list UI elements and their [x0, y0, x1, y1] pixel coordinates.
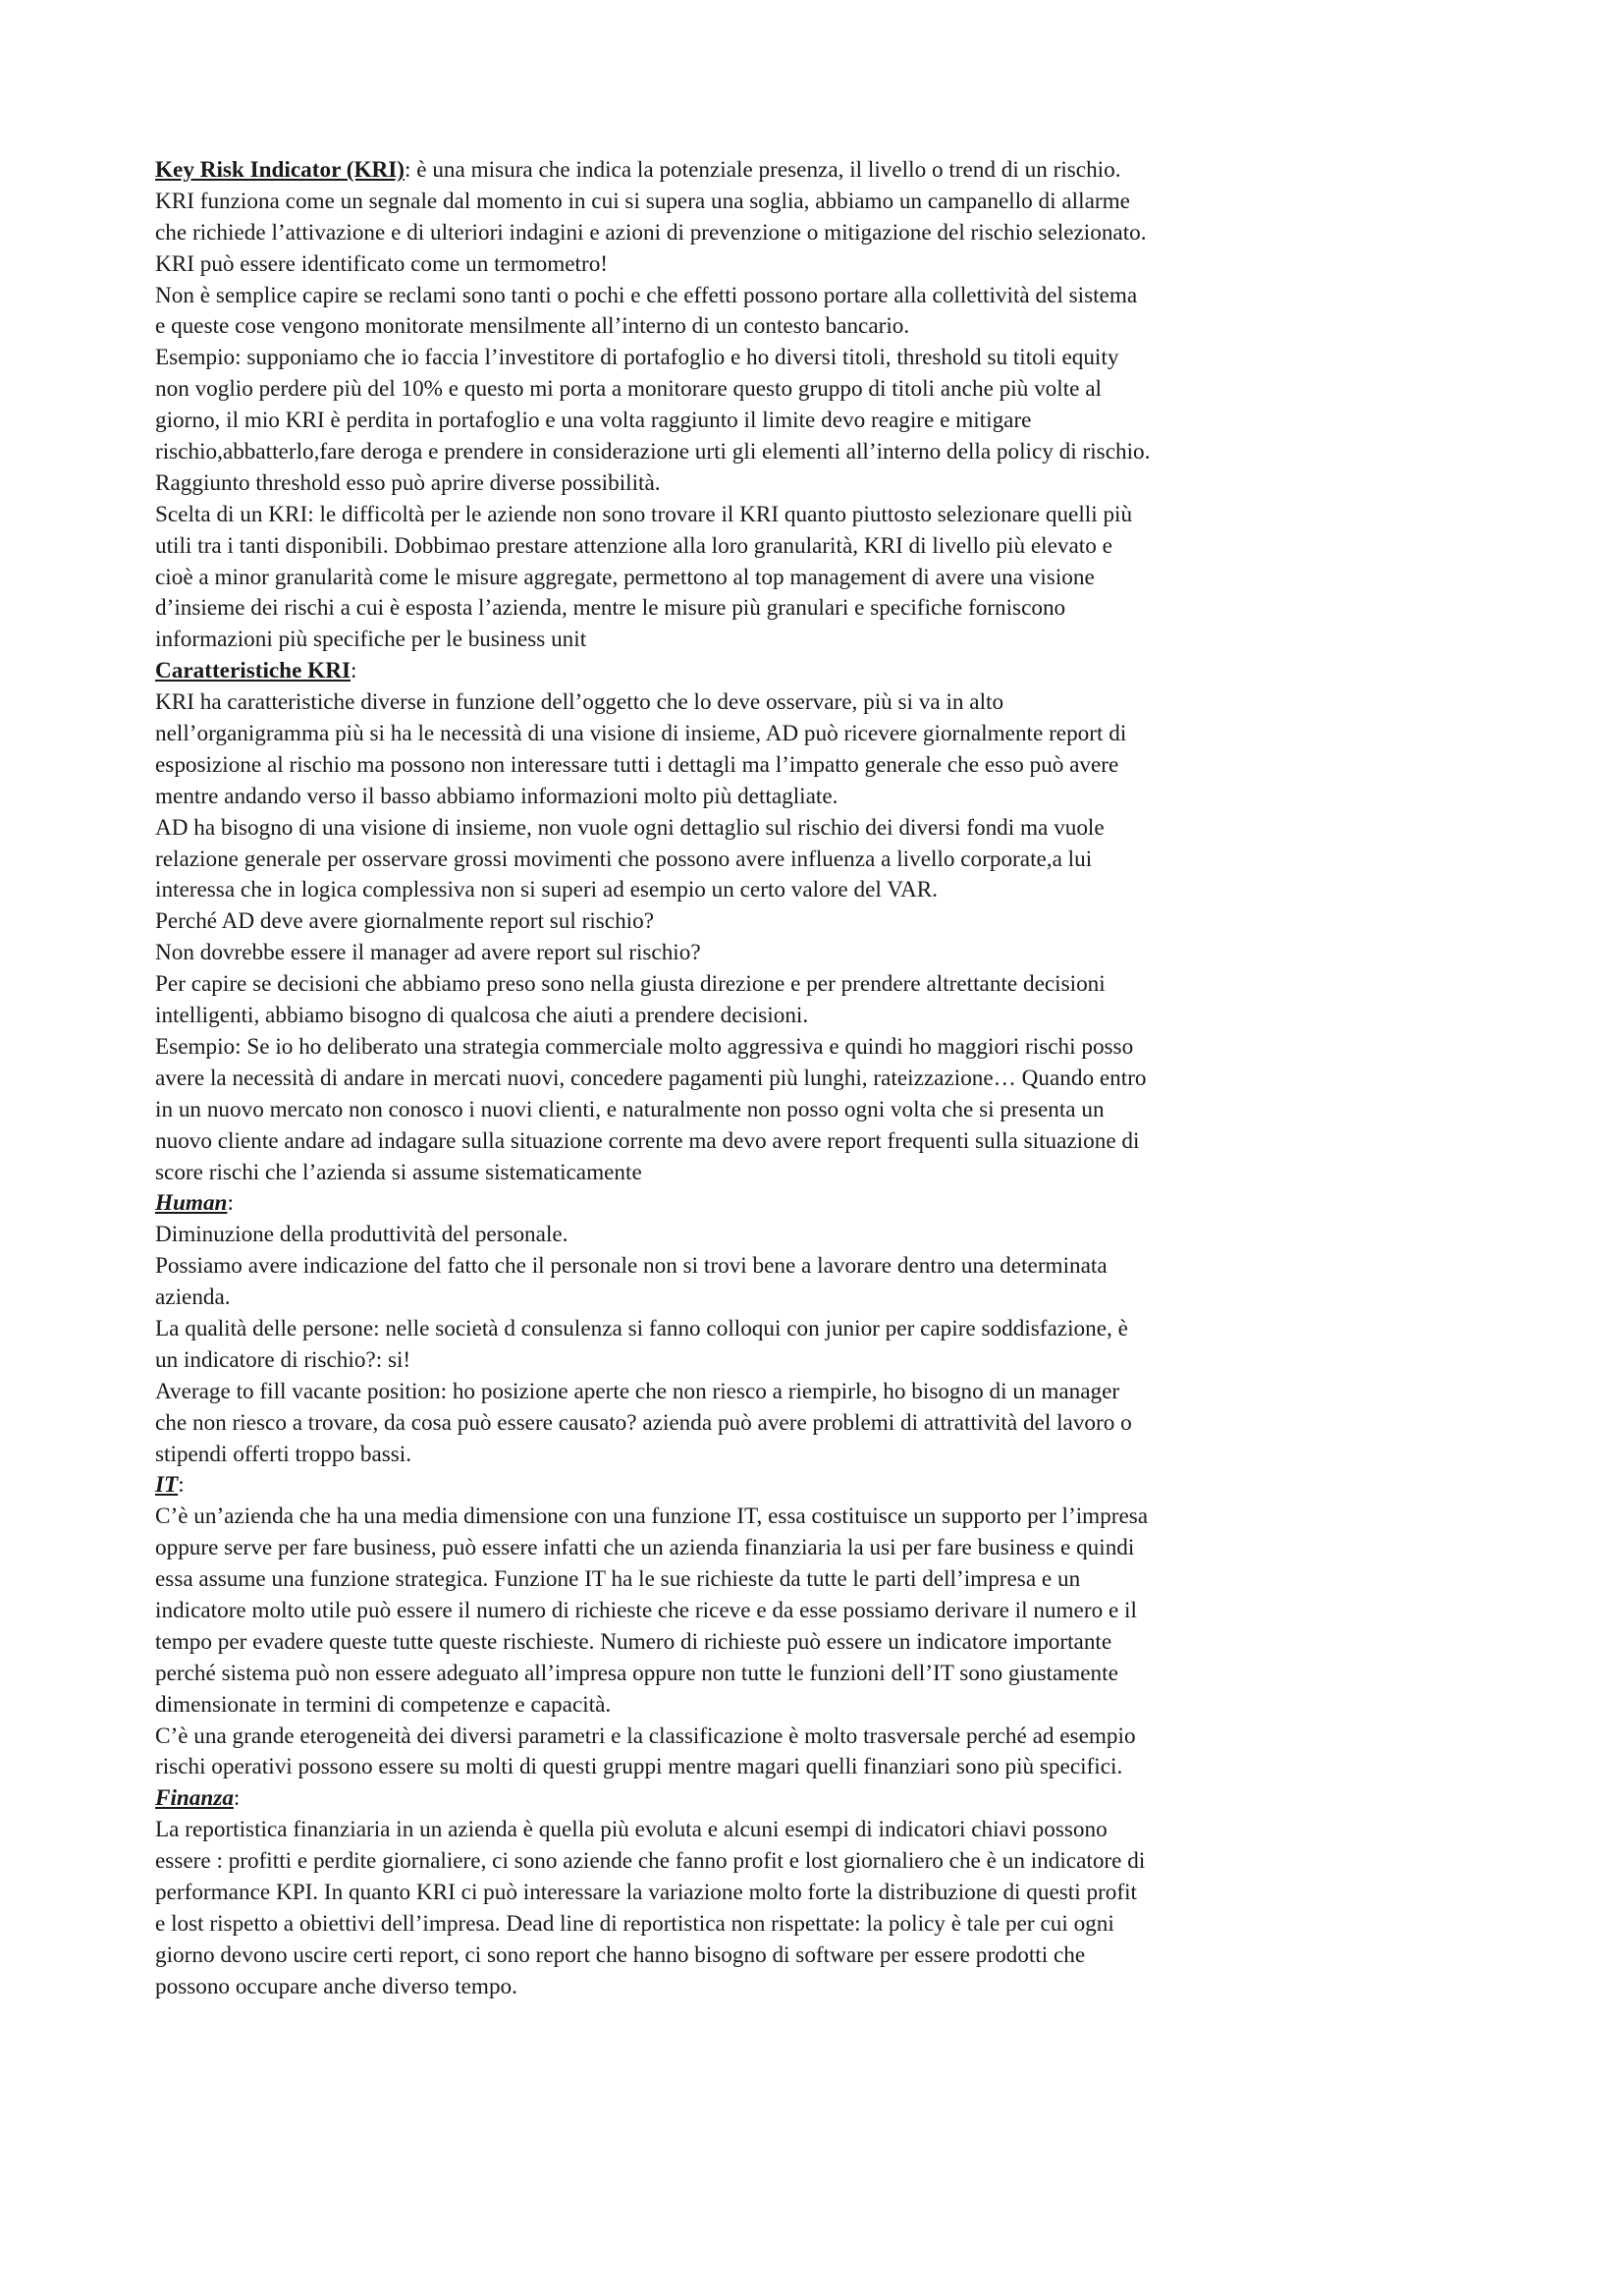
section-heading: Caratteristiche KRI [155, 658, 351, 684]
line-text: azienda. [155, 1285, 231, 1311]
text-line [155, 437, 1490, 468]
text-line [155, 281, 1490, 312]
text-line [155, 813, 1490, 845]
text-line [155, 906, 1490, 938]
text-line [155, 750, 1490, 782]
text-line [155, 343, 1490, 374]
section-heading: Finanza [155, 1785, 234, 1812]
text-line [155, 531, 1490, 563]
text-line [155, 1502, 1490, 1533]
text-line [155, 374, 1490, 406]
text-line [155, 500, 1490, 531]
text-line [155, 1972, 1490, 2003]
line-text: intelligenti, abbiamo bisogno di qualcosa che aiuti a prendere decisioni. [155, 1003, 809, 1029]
text-line [155, 1314, 1490, 1345]
line-text: tempo per evadere queste tutte queste rischieste. Numero di richieste può essere un indicatore importante [155, 1628, 1112, 1655]
text-line [155, 1752, 1490, 1783]
text-line [155, 1001, 1490, 1032]
line-text: Esempio: supponiamo che io faccia l’investitore di portafoglio e ho diversi titoli, threshold su titoli equity [155, 345, 1119, 371]
line-text: score rischi che l’azienda si assume sistematicamente [155, 1159, 642, 1185]
line-text: : [233, 1785, 241, 1812]
text-line [155, 1220, 1490, 1251]
text-line [155, 218, 1490, 249]
text-line [155, 1878, 1490, 1909]
line-text: che richiede l’attivazione e di ulteriori indagini e azioni di prevenzione o mitigazione del rischio selezionato. [155, 219, 1147, 246]
section-heading-line [155, 1470, 1490, 1502]
line-text: nuovo cliente andare ad indagare sulla situazione corrente ma devo avere report frequenti sulla situazione di [155, 1127, 1140, 1154]
line-text: KRI può essere identificato come un termometro! [155, 250, 609, 277]
text-line [155, 1440, 1490, 1471]
line-text: rischio,abbatterlo,fare deroga e prendere in considerazione urti gli elementi all’interno della policy di rischio. [155, 439, 1151, 465]
line-text: interessa che in logica complessiva non si superi ad esempio un certo valore del VAR. [155, 877, 938, 903]
text-line [155, 1533, 1490, 1564]
line-text: Diminuzione della produttività del personale. [155, 1222, 568, 1248]
line-text: in un nuovo mercato non conosco i nuovi clienti, e naturalmente non posso ogni volta che si presenta un [155, 1096, 1105, 1122]
text-line [155, 1283, 1490, 1314]
line-text: Average to fill vacante position: ho posizione aperte che non riesco a riempirle, ho bisogno di un manager [155, 1378, 1120, 1404]
line-text: cioè a minor granularità come le misure aggregate, permettono al top management di avere una visione [155, 564, 1095, 590]
text-line [155, 1659, 1490, 1690]
line-text: mentre andando verso il basso abbiamo informazioni molto più dettagliate. [155, 783, 839, 809]
line-text: oppure serve per fare business, può essere infatti che un azienda finanziaria la usi per fare business e quindi [155, 1535, 1135, 1561]
text-line [155, 1251, 1490, 1283]
text-line [155, 1815, 1490, 1846]
text-line [155, 687, 1490, 719]
line-text: dimensionate in termini di competenze e capacità. [155, 1691, 612, 1718]
line-text: : è una misura che indica la potenziale presenza, il livello o trend di un rischio. [405, 157, 1121, 183]
line-text: Per capire se decisioni che abbiamo preso sono nella giusta direzione e per prendere altrettante decisioni [155, 971, 1106, 998]
text-line [155, 625, 1490, 656]
text-line [155, 468, 1490, 500]
text-line [155, 875, 1490, 906]
text-line [155, 1564, 1490, 1596]
line-text: utili tra i tanti disponibili. Dobbimao prestare attenzione alla loro granularità, KRI di livello più elevato e [155, 532, 1112, 559]
text-line [155, 1408, 1490, 1440]
line-text: KRI funziona come un segnale dal momento in cui si supera una soglia, abbiamo un campanello di allarme [155, 188, 1130, 214]
text-line [155, 1909, 1490, 1941]
text-line [155, 719, 1490, 750]
line-text: Scelta di un KRI: le difficoltà per le aziende non sono trovare il KRI quanto piuttosto selezionare quelli più [155, 501, 1133, 527]
line-text: avere la necessità di andare in mercati nuovi, concedere pagamenti più lunghi, rateizzazione… Quando entro [155, 1065, 1147, 1091]
section-heading-line [155, 1783, 1490, 1815]
line-text: La reportistica finanziaria in un azienda è quella più evoluta e alcuni esempi di indicatori chiavi possono [155, 1817, 1108, 1843]
line-text: performance KPI. In quanto KRI ci può interessare la variazione molto forte la distribuzione di questi profit [155, 1879, 1137, 1905]
line-text: Non è semplice capire se reclami sono tanti o pochi e che effetti possono portare alla collettività del sistema [155, 282, 1138, 308]
line-text: essere : profitti e perdite giornaliere, ci sono aziende che fanno profit e lost giornaliero che è un indicatore di [155, 1848, 1146, 1875]
line-text: Perché AD deve avere giornalmente report sul rischio? [155, 908, 654, 935]
line-text: Raggiunto threshold esso può aprire diverse possibilità. [155, 469, 661, 496]
line-text: possono occupare anche diverso tempo. [155, 1973, 517, 1999]
text-line [155, 406, 1490, 437]
text-line [155, 1158, 1490, 1189]
text-line [155, 1690, 1490, 1722]
line-text: un indicatore di rischio?: si! [155, 1346, 411, 1373]
text-line [155, 1846, 1490, 1878]
line-text: rischi operativi possono essere su molti di questi gruppi mentre magari quelli finanziari sono più specifici. [155, 1754, 1123, 1780]
line-text: d’insieme dei rischi a cui è esposta l’azienda, mentre le misure più granulari e specifiche forniscono [155, 595, 1066, 622]
text-line [155, 1596, 1490, 1627]
text-line [155, 1095, 1490, 1126]
text-line [155, 1126, 1490, 1158]
text-line [155, 782, 1490, 813]
line-text: nell’organigramma più si ha le necessità di una visione di insieme, AD può ricevere giornalmente report di [155, 721, 1127, 747]
line-text: La qualità delle persone: nelle società d consulenza si fanno colloqui con junior per capire soddisfazione, è [155, 1315, 1128, 1341]
section-heading: Key Risk Indicator (KRI) [155, 157, 405, 183]
line-text: KRI ha caratteristiche diverse in funzione dell’oggetto che lo deve osservare, più si va in alto [155, 689, 1004, 716]
line-text: : [178, 1472, 185, 1499]
text-line [155, 1032, 1490, 1064]
text-line [155, 1345, 1490, 1377]
text-line [155, 593, 1490, 625]
line-text: C’è un’azienda che ha una media dimensione con una funzione IT, essa costituisce un supporto per l’impresa [155, 1503, 1149, 1530]
text-line [155, 1377, 1490, 1408]
section-heading-line [155, 155, 1490, 187]
line-text: AD ha bisogno di una visione di insieme, non vuole ogni dettaglio sul rischio dei diversi fondi ma vuole [155, 814, 1105, 841]
text-line [155, 249, 1490, 281]
line-text: Esempio: Se io ho deliberato una strategia commerciale molto aggressiva e quindi ho maggiori rischi posso [155, 1033, 1134, 1060]
text-line [155, 1064, 1490, 1095]
line-text: stipendi offerti troppo bassi. [155, 1441, 412, 1467]
line-text: relazione generale per osservare grossi movimenti che possono avere influenza a livello corporate,a lui [155, 846, 1093, 872]
line-text: indicatore molto utile può essere il numero di richieste che riceve e da esse possiamo derivare il numero e il [155, 1597, 1137, 1623]
text-line [155, 1941, 1490, 1972]
line-text: giorno, il mio KRI è perdita in portafoglio e una volta raggiunto il limite devo reagire e mitigare [155, 408, 1032, 434]
text-line [155, 187, 1490, 218]
document-page [155, 155, 1490, 2003]
line-text: Possiamo avere indicazione del fatto che il personale non si trovi bene a lavorare dentro una determinata [155, 1253, 1108, 1280]
section-heading-line [155, 1188, 1490, 1220]
line-text: : [350, 658, 357, 684]
section-heading: IT [155, 1472, 179, 1499]
line-text: Non dovrebbe essere il manager ad avere report sul rischio? [155, 940, 701, 966]
line-text: non voglio perdere più del 10% e questo mi porta a monitorare questo gruppo di titoli anche più volte al [155, 376, 1102, 403]
section-heading-line [155, 656, 1490, 687]
line-text: e queste cose vengono monitorate mensilmente all’interno di un contesto bancario. [155, 313, 910, 340]
line-text: : [227, 1190, 234, 1217]
text-line [155, 1627, 1490, 1659]
section-heading: Human [155, 1190, 228, 1217]
line-text: e lost rispetto a obiettivi dell’impresa. Dead line di reportistica non rispettate: la policy è tale per cui ogni [155, 1910, 1114, 1937]
text-line [155, 969, 1490, 1001]
line-text: informazioni più specifiche per le business unit [155, 627, 587, 653]
text-line [155, 938, 1490, 969]
line-text: perché sistema può non essere adeguato all’impresa oppure non tutte le funzioni dell’IT sono giustamente [155, 1660, 1118, 1686]
text-line [155, 845, 1490, 876]
text-line [155, 1722, 1490, 1753]
line-text: che non riesco a trovare, da cosa può essere causato? azienda può avere problemi di attrattività del lavoro o [155, 1409, 1132, 1436]
text-line [155, 563, 1490, 594]
line-text: essa assume una funzione strategica. Funzione IT ha le sue richieste da tutte le parti dell’impresa e un [155, 1566, 1081, 1593]
text-line [155, 311, 1490, 343]
line-text: giorno devono uscire certi report, ci sono report che hanno bisogno di software per essere prodotti che [155, 1941, 1086, 1968]
line-text: esposizione al rischio ma possono non interessare tutti i dettagli ma l’impatto generale che esso può avere [155, 751, 1119, 778]
line-text: C’è una grande eterogeneità dei diversi parametri e la classificazione è molto trasversale perché ad esempio [155, 1722, 1136, 1749]
